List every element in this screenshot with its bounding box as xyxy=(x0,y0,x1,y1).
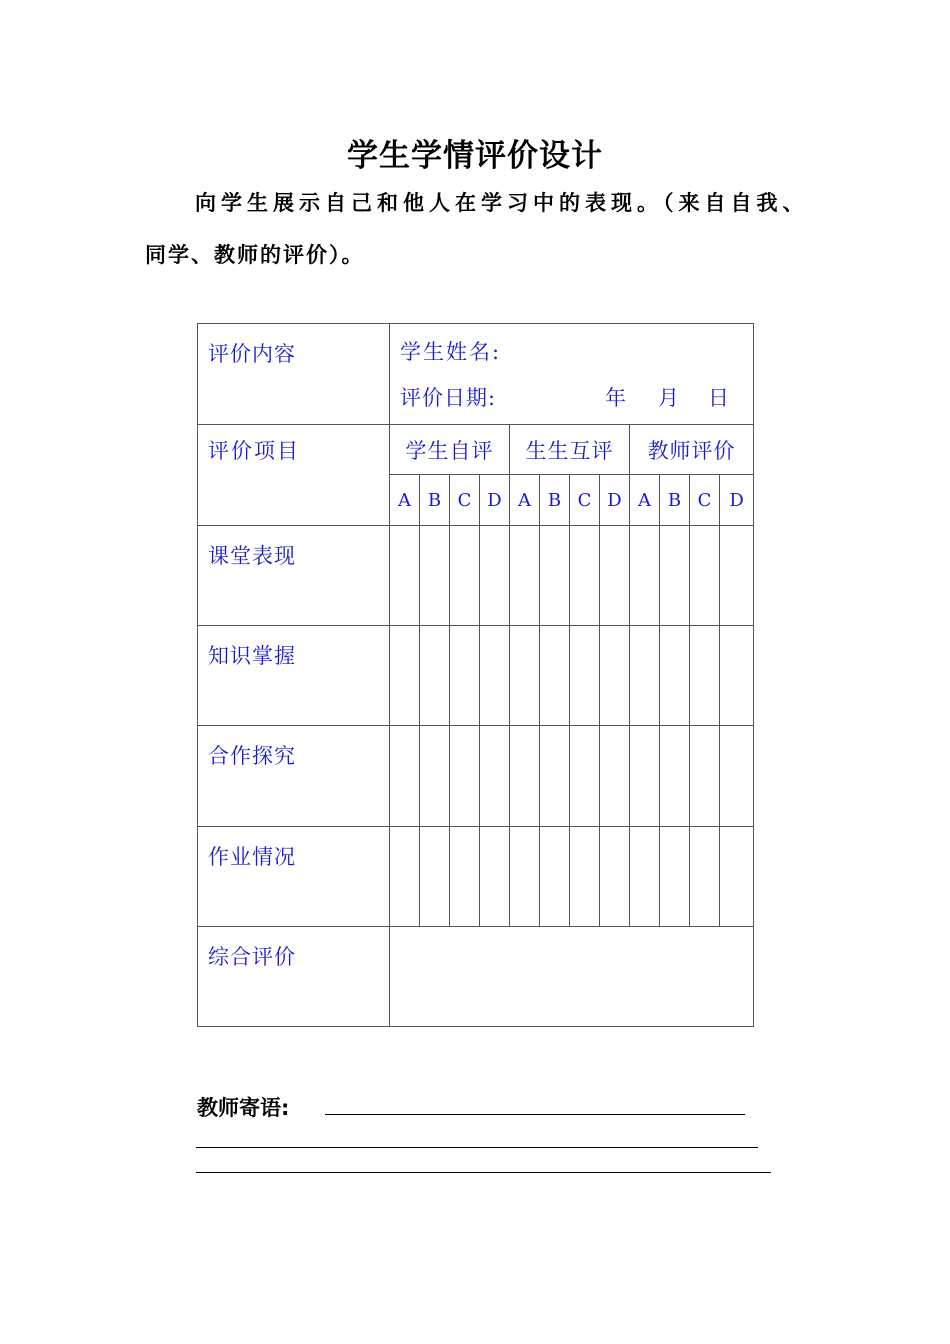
grade-letter: C xyxy=(690,475,720,526)
teacher-note-label: 教师寄语: xyxy=(197,1096,290,1120)
grade-cell[interactable] xyxy=(720,526,754,626)
grade-cell[interactable] xyxy=(540,726,570,827)
grade-cell[interactable] xyxy=(570,526,600,626)
grade-cell[interactable] xyxy=(660,827,690,927)
intro-line-1: 向学生展示自己和他人在学习中的表现。（来自自我、 xyxy=(195,191,809,215)
grade-cell[interactable] xyxy=(660,526,690,626)
grade-cell[interactable] xyxy=(540,626,570,726)
grade-cell[interactable] xyxy=(480,626,510,726)
grade-cell[interactable] xyxy=(390,827,420,927)
student-info-cell xyxy=(390,324,754,425)
grade-cell[interactable] xyxy=(390,626,420,726)
grade-cell[interactable] xyxy=(540,526,570,626)
grade-cell[interactable] xyxy=(690,526,720,626)
content-label: 评价内容 xyxy=(208,342,296,366)
grade-cell[interactable] xyxy=(720,827,754,927)
item-label: 课堂表现 xyxy=(198,526,390,626)
grade-cell[interactable] xyxy=(720,626,754,726)
item-label: 作业情况 xyxy=(198,827,390,927)
grade-letter: A xyxy=(510,475,540,526)
grade-cell[interactable] xyxy=(690,726,720,827)
date-year: 年 xyxy=(605,386,626,410)
grade-cell[interactable] xyxy=(420,726,450,827)
grade-cell[interactable] xyxy=(570,626,600,726)
item-label: 知识掌握 xyxy=(198,626,390,726)
grade-letter: A xyxy=(630,475,660,526)
grade-cell[interactable] xyxy=(510,526,540,626)
grade-cell[interactable] xyxy=(450,726,480,827)
date-month: 月 xyxy=(658,386,679,410)
grade-letter: D xyxy=(720,475,754,526)
grade-letter: B xyxy=(540,475,570,526)
grade-cell[interactable] xyxy=(480,726,510,827)
group-peer: 生生互评 xyxy=(510,425,630,475)
grade-cell[interactable] xyxy=(570,827,600,927)
overall-label: 综合评价 xyxy=(198,927,390,1027)
grade-letter: B xyxy=(420,475,450,526)
teacher-note-line[interactable] xyxy=(325,1114,745,1115)
overall-cell[interactable] xyxy=(390,927,754,1027)
grade-cell[interactable] xyxy=(510,626,540,726)
grade-cell[interactable] xyxy=(720,726,754,827)
grade-cell[interactable] xyxy=(600,626,630,726)
grade-cell[interactable] xyxy=(450,526,480,626)
group-self: 学生自评 xyxy=(390,425,510,475)
grade-letter: A xyxy=(390,475,420,526)
grade-cell[interactable] xyxy=(600,827,630,927)
grade-cell[interactable] xyxy=(510,726,540,827)
evaluation-table xyxy=(197,323,754,1027)
grade-cell[interactable] xyxy=(420,827,450,927)
grade-cell[interactable] xyxy=(690,827,720,927)
content-label-cell xyxy=(198,324,390,425)
intro-line-2: 同学、教师的评价）。 xyxy=(145,243,365,267)
group-teacher: 教师评价 xyxy=(630,425,754,475)
grade-letter: B xyxy=(660,475,690,526)
teacher-note-line[interactable] xyxy=(196,1172,771,1173)
page-title: 学生学情评价设计 xyxy=(347,138,603,174)
grade-cell[interactable] xyxy=(690,626,720,726)
items-label-cell xyxy=(198,425,390,526)
grade-cell[interactable] xyxy=(660,626,690,726)
table-row xyxy=(198,927,754,1027)
grade-cell[interactable] xyxy=(630,726,660,827)
grade-cell[interactable] xyxy=(660,726,690,827)
grade-cell[interactable] xyxy=(510,827,540,927)
grade-cell[interactable] xyxy=(390,726,420,827)
grade-cell[interactable] xyxy=(600,726,630,827)
grade-cell[interactable] xyxy=(390,526,420,626)
table-row xyxy=(198,526,754,626)
table-row xyxy=(198,626,754,726)
teacher-note-line[interactable] xyxy=(196,1147,758,1148)
grade-cell[interactable] xyxy=(480,526,510,626)
student-name-label: 学生姓名: xyxy=(400,340,502,364)
grade-letter: C xyxy=(450,475,480,526)
grade-cell[interactable] xyxy=(420,526,450,626)
grade-cell[interactable] xyxy=(630,827,660,927)
grade-letter: D xyxy=(600,475,630,526)
table-row xyxy=(198,827,754,927)
grade-letter: C xyxy=(570,475,600,526)
grade-cell[interactable] xyxy=(600,526,630,626)
grade-cell[interactable] xyxy=(630,526,660,626)
date-day: 日 xyxy=(708,386,729,410)
grade-cell[interactable] xyxy=(420,626,450,726)
grade-cell[interactable] xyxy=(540,827,570,927)
grade-cell[interactable] xyxy=(570,726,600,827)
grade-cell[interactable] xyxy=(630,626,660,726)
grade-cell[interactable] xyxy=(450,827,480,927)
grade-cell[interactable] xyxy=(450,626,480,726)
items-label: 评价项目 xyxy=(208,439,300,463)
grade-cell[interactable] xyxy=(480,827,510,927)
grade-letter: D xyxy=(480,475,510,526)
table-row xyxy=(198,726,754,827)
item-label: 合作探究 xyxy=(198,726,390,827)
date-label: 评价日期: xyxy=(400,386,497,410)
